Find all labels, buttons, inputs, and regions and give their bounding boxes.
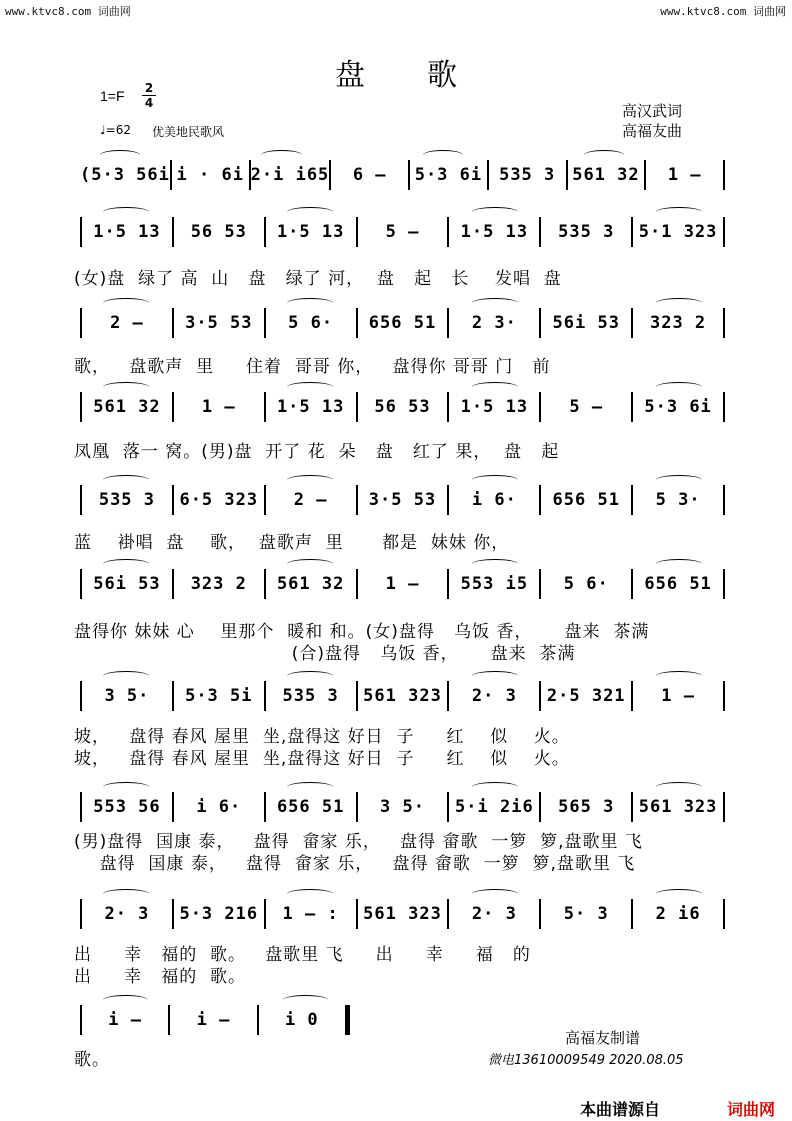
- lyric-line: (男)盘得 国康 泰， 盘得 畲家 乐， 盘得 畲歌 一箩 箩,盘歌里 飞: [74, 832, 643, 852]
- measure: 1·5 13: [276, 397, 345, 417]
- measure: 5·i 2i6: [455, 797, 534, 817]
- measure: 2· 3: [471, 904, 517, 924]
- slur-mark: [656, 298, 702, 308]
- measure: 323 2: [190, 574, 247, 594]
- final-barline: [723, 392, 725, 422]
- slur-mark: [584, 150, 624, 160]
- measure: 1 –: [201, 397, 236, 417]
- lyric-line: 盘得你 妹妹 心 里那个 暖和 和。(女)盘得 乌饭 香， 盘来 茶满: [74, 622, 650, 642]
- score-row: [80, 158, 725, 192]
- measure: 656 51: [552, 490, 620, 510]
- measure: 2 i6: [655, 904, 701, 924]
- measure: 535 3: [282, 686, 339, 706]
- measure: i 0: [284, 1010, 319, 1030]
- lyric-line: 坡， 盘得 春风 屋里 坐,盘得这 好日 子 红 似 火。: [74, 749, 570, 769]
- lyric-line: 凤凰 落一 窝。(男)盘 开了 花 朵 盘 红了 果， 盘 起: [74, 442, 560, 462]
- slur-mark: [472, 889, 518, 899]
- final-barline: [723, 792, 725, 822]
- slur-mark: [103, 995, 148, 1005]
- measure: 2 3·: [471, 313, 517, 333]
- slur-mark: [287, 382, 333, 392]
- measure: 1 – :: [282, 904, 339, 924]
- measure: 3·5 53: [368, 490, 437, 510]
- final-barline: [723, 485, 725, 515]
- source-label: 本曲谱源自: [580, 1100, 661, 1119]
- measure: i 6·: [471, 490, 517, 510]
- score-row: [80, 390, 725, 424]
- slur-mark: [261, 150, 301, 160]
- measure: i · 6i: [176, 165, 244, 185]
- lyricist-credit: 高汉武词: [622, 102, 683, 120]
- slur-mark: [103, 475, 149, 485]
- lyric-line: 出 幸 福的 歌。: [74, 967, 247, 987]
- final-barline: [723, 569, 725, 599]
- slur-mark: [103, 382, 149, 392]
- measure: 1·5 13: [460, 222, 529, 242]
- slur-mark: [472, 671, 518, 681]
- slur-mark: [472, 298, 518, 308]
- slur-mark: [656, 889, 702, 899]
- source-logo: 词曲网: [727, 1100, 776, 1119]
- final-barline: [723, 160, 725, 190]
- meter-bottom: 4: [144, 96, 154, 110]
- lyric-line: 歌， 盘歌声 里 住着 哥哥 你， 盘得你 哥哥 门 前: [74, 357, 551, 377]
- final-barline: [723, 681, 725, 711]
- key-signature: 1=F: [100, 88, 125, 104]
- contact-info: 微电13610009549 2020.08.05: [488, 1053, 684, 1068]
- watermark-left: www.ktvc8.com 词曲网: [5, 5, 131, 18]
- slur-mark: [472, 207, 518, 217]
- slur-mark: [103, 207, 149, 217]
- measure: 1·5 13: [276, 222, 345, 242]
- final-barline: [723, 308, 725, 338]
- measure: 5 3·: [655, 490, 701, 510]
- measure: 565 3: [558, 797, 615, 817]
- measure: 5·3 6i: [414, 165, 483, 185]
- lyric-line: (合)盘得 乌饭 香， 盘来 茶满: [74, 644, 576, 664]
- lyric-line: 蓝 褂唱 盘 歌， 盘歌声 里 都是 妹妹 你，: [74, 533, 510, 553]
- measure: 656 51: [644, 574, 712, 594]
- measure: i –: [108, 1010, 143, 1030]
- measure: 535 3: [558, 222, 615, 242]
- watermark-right: www.ktvc8.com 词曲网: [660, 5, 786, 18]
- measure: 535 3: [98, 490, 156, 510]
- measure: 6 –: [352, 165, 387, 185]
- measure: 56i 53: [93, 574, 161, 594]
- lyric-line: 盘得 国康 泰， 盘得 畲家 乐， 盘得 畲歌 一箩 箩,盘歌里 飞: [74, 854, 636, 874]
- measure: 656 51: [368, 313, 437, 333]
- arranger-credit: 高福友制谱: [565, 1029, 641, 1047]
- measure: 3 5·: [104, 686, 150, 706]
- measure: 535 3: [499, 165, 556, 185]
- score-row: [80, 306, 725, 340]
- slur-mark: [103, 559, 149, 569]
- score-row: [80, 483, 725, 517]
- page-title: 盘歌: [335, 58, 519, 93]
- slur-mark: [656, 207, 702, 217]
- score-row: [80, 897, 725, 931]
- slur-mark: [472, 782, 518, 792]
- score-row: [80, 790, 725, 824]
- slur-mark: [656, 382, 702, 392]
- slur-mark: [287, 207, 333, 217]
- slur-mark: [472, 475, 518, 485]
- slur-mark: [287, 298, 333, 308]
- measure: 2· 3: [471, 686, 517, 706]
- score-row: [80, 215, 725, 249]
- measure: 2· 3: [104, 904, 150, 924]
- measure: 561 323: [638, 797, 718, 817]
- slur-mark: [287, 782, 333, 792]
- measure: 3·5 53: [185, 313, 253, 333]
- composer-credit: 高福友曲: [622, 122, 683, 140]
- score-row: [80, 567, 725, 601]
- slur-mark: [287, 559, 333, 569]
- style-marking: 优美地民歌风: [152, 125, 225, 139]
- slur-mark: [472, 382, 518, 392]
- slur-mark: [103, 782, 149, 792]
- measure: 56 53: [374, 397, 431, 417]
- measure: 3 5·: [380, 797, 425, 817]
- measure: 323 2: [649, 313, 707, 333]
- score-row: [80, 1003, 350, 1037]
- slur-mark: [656, 559, 702, 569]
- measure: 2·5 321: [546, 686, 626, 706]
- final-barline: [723, 899, 725, 929]
- slur-mark: [656, 475, 702, 485]
- slur-mark: [103, 671, 149, 681]
- meter-top: 2: [144, 81, 154, 95]
- measure: 56i 53: [552, 313, 620, 333]
- slur-mark: [423, 150, 463, 160]
- final-barline: [345, 1005, 350, 1035]
- measure: 5·3 5i: [185, 686, 253, 706]
- slur-mark: [103, 889, 149, 899]
- measure: 656 51: [276, 797, 345, 817]
- lyric-line: 坡， 盘得 春风 屋里 坐,盘得这 好日 子 红 似 火。: [74, 727, 570, 747]
- measure: i –: [196, 1010, 231, 1030]
- measure: (5·3 56i: [80, 165, 170, 185]
- measure: 553 i5: [460, 574, 529, 594]
- measure: 56 53: [190, 222, 247, 242]
- lyric-line: (女)盘 绿了 高 山 盘 绿了 河， 盘 起 长 发唱 盘: [74, 269, 562, 289]
- measure: 5 6·: [563, 574, 609, 594]
- measure: 561 32: [93, 397, 161, 417]
- final-barline: [723, 217, 725, 247]
- slur-mark: [287, 889, 333, 899]
- measure: 5·1 323: [638, 222, 718, 242]
- slur-mark: [656, 671, 702, 681]
- measure: 5 –: [385, 222, 420, 242]
- tempo-marking: ♩=62: [100, 123, 131, 137]
- measure: 1 –: [661, 686, 695, 706]
- measure: 1·5 13: [93, 222, 161, 242]
- slur-mark: [287, 475, 333, 485]
- time-signature: [142, 82, 156, 109]
- measure: 561 323: [363, 904, 442, 924]
- measure: 2 –: [110, 313, 144, 333]
- measure: 5 –: [569, 397, 604, 417]
- measure: 2 –: [293, 490, 328, 510]
- measure: 6·5 323: [179, 490, 259, 510]
- measure: 5· 3: [563, 904, 609, 924]
- slur-mark: [656, 782, 702, 792]
- slur-mark: [472, 559, 518, 569]
- measure: 5·3 6i: [644, 397, 712, 417]
- score-row: [80, 679, 725, 713]
- measure: 5·3 216: [179, 904, 259, 924]
- lyric-line: 出 幸 福的 歌。 盘歌里 飞 出 幸 福 的: [74, 945, 531, 965]
- measure: i 6·: [196, 797, 242, 817]
- slur-mark: [283, 995, 328, 1005]
- measure: 561 32: [276, 574, 345, 594]
- measure: 5 6·: [288, 313, 334, 333]
- measure: 1 –: [667, 165, 702, 185]
- measure: 553 56: [93, 797, 161, 817]
- measure: 2·i i65: [250, 165, 330, 185]
- measure: 1·5 13: [460, 397, 529, 417]
- slur-mark: [103, 298, 149, 308]
- measure: 1 –: [385, 574, 420, 594]
- measure: 561 323: [363, 686, 442, 706]
- slur-mark: [287, 671, 333, 681]
- slur-mark: [100, 150, 140, 160]
- lyric-line: 歌。: [74, 1050, 110, 1070]
- measure: 561 32: [572, 165, 640, 185]
